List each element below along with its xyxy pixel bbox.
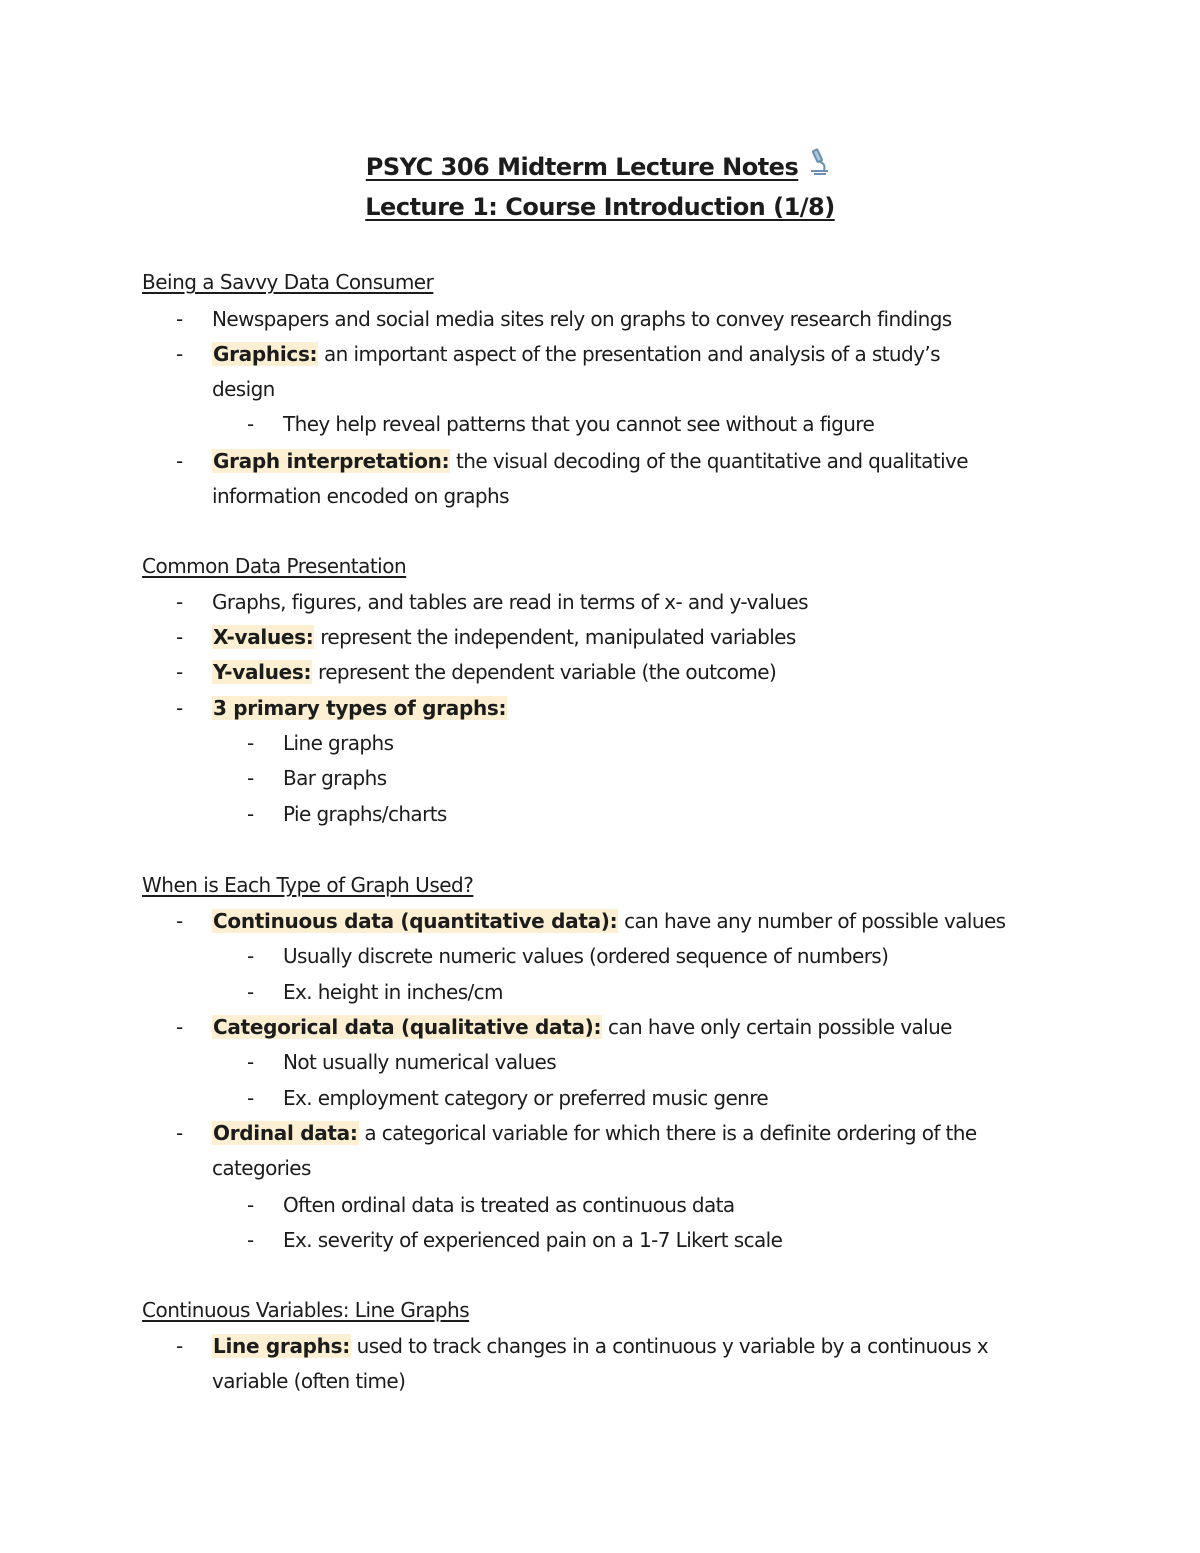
term-highlight: Y-values: bbox=[213, 660, 312, 684]
sub-list-item: Ex. employment category or preferred music genre bbox=[283, 1086, 769, 1110]
list-item bbox=[212, 695, 507, 721]
definition-text: the visual decoding of the quantitative and qualitative bbox=[450, 449, 968, 473]
bullet-dash: - bbox=[176, 342, 184, 366]
sub-list-item: Often ordinal data is treated as continuous data bbox=[283, 1193, 735, 1217]
definition-text: can have any number of possible values bbox=[618, 909, 1006, 933]
bullet-dash: - bbox=[176, 1334, 184, 1358]
definition-text: used to track changes in a continuous y variable by a continuous x bbox=[350, 1334, 989, 1358]
bullet-dash: - bbox=[176, 696, 184, 720]
list-item bbox=[212, 1333, 988, 1359]
list-item bbox=[212, 624, 796, 650]
list-item bbox=[212, 448, 968, 474]
list-item-continuation: categories bbox=[212, 1156, 311, 1180]
list-item bbox=[212, 1120, 977, 1146]
term-highlight: Graphics: bbox=[213, 342, 318, 366]
definition-text: a categorical variable for which there is a definite ordering of the bbox=[358, 1121, 977, 1145]
bullet-dash: - bbox=[176, 1121, 184, 1145]
bullet-dash: - bbox=[176, 625, 184, 649]
list-item bbox=[212, 1014, 952, 1040]
bullet-dash: - bbox=[247, 1050, 255, 1074]
section-heading-continuous: Continuous Variables: Line Graphs bbox=[142, 1298, 470, 1322]
bullet-dash: - bbox=[247, 1086, 255, 1110]
bullet-dash: - bbox=[176, 307, 184, 331]
bullet-dash: - bbox=[176, 449, 184, 473]
list-item: Graphs, figures, and tables are read in terms of x- and y-values bbox=[212, 590, 808, 614]
list-item-continuation: variable (often time) bbox=[212, 1369, 406, 1393]
definition-text: represent the independent, manipulated variables bbox=[314, 625, 796, 649]
sub-list-item: Not usually numerical values bbox=[283, 1050, 557, 1074]
definition-text: represent the dependent variable (the outcome) bbox=[312, 660, 777, 684]
term-highlight: X-values: bbox=[213, 625, 314, 649]
bullet-dash: - bbox=[247, 1193, 255, 1217]
bullet-dash: - bbox=[247, 766, 255, 790]
bullet-dash: - bbox=[176, 909, 184, 933]
sub-list-item: Ex. height in inches/cm bbox=[283, 980, 503, 1004]
sub-list-item: Ex. severity of experienced pain on a 1-7 Likert scale bbox=[283, 1228, 783, 1252]
definition-text: an important aspect of the presentation and analysis of a study’s bbox=[318, 342, 940, 366]
term-highlight: Continuous data (quantitative data): bbox=[213, 909, 618, 933]
list-item bbox=[212, 659, 776, 685]
bullet-dash: - bbox=[247, 731, 255, 755]
term-highlight: Ordinal data: bbox=[213, 1121, 358, 1145]
bullet-dash: - bbox=[247, 1228, 255, 1252]
definition-text: can have only certain possible value bbox=[602, 1015, 952, 1039]
list-item: Newspapers and social media sites rely on graphs to convey research findings bbox=[212, 307, 952, 331]
bullet-dash: - bbox=[176, 1015, 184, 1039]
list-item-continuation: design bbox=[212, 377, 275, 401]
bullet-dash: - bbox=[176, 590, 184, 614]
section-heading-savvy: Being a Savvy Data Consumer bbox=[142, 270, 434, 294]
section-heading-when: When is Each Type of Graph Used? bbox=[142, 873, 474, 897]
sub-list-item: They help reveal patterns that you cannot see without a figure bbox=[283, 412, 875, 436]
microscope-icon bbox=[804, 147, 834, 183]
sub-list-item: Pie graphs/charts bbox=[283, 802, 447, 826]
title-text: PSYC 306 Midterm Lecture Notes bbox=[365, 153, 799, 181]
page-subtitle: Lecture 1: Course Introduction (1/8) bbox=[365, 193, 835, 221]
section-heading-common: Common Data Presentation bbox=[142, 554, 407, 578]
term-highlight: Graph interpretation: bbox=[213, 449, 450, 473]
list-item bbox=[212, 341, 940, 367]
sub-list-item: Line graphs bbox=[283, 731, 394, 755]
bullet-dash: - bbox=[176, 660, 184, 684]
sub-list-item: Bar graphs bbox=[283, 766, 387, 790]
bullet-dash: - bbox=[247, 412, 255, 436]
list-item-continuation: information encoded on graphs bbox=[212, 484, 509, 508]
list-item bbox=[212, 908, 1005, 934]
sub-list-item: Usually discrete numeric values (ordered sequence of numbers) bbox=[283, 944, 889, 968]
term-highlight: Line graphs: bbox=[213, 1334, 350, 1358]
term-highlight: Categorical data (qualitative data): bbox=[213, 1015, 602, 1039]
page-title bbox=[0, 147, 1200, 183]
bullet-dash: - bbox=[247, 980, 255, 1004]
bullet-dash: - bbox=[247, 944, 255, 968]
bullet-dash: - bbox=[247, 802, 255, 826]
term-highlight: 3 primary types of graphs: bbox=[213, 696, 507, 720]
